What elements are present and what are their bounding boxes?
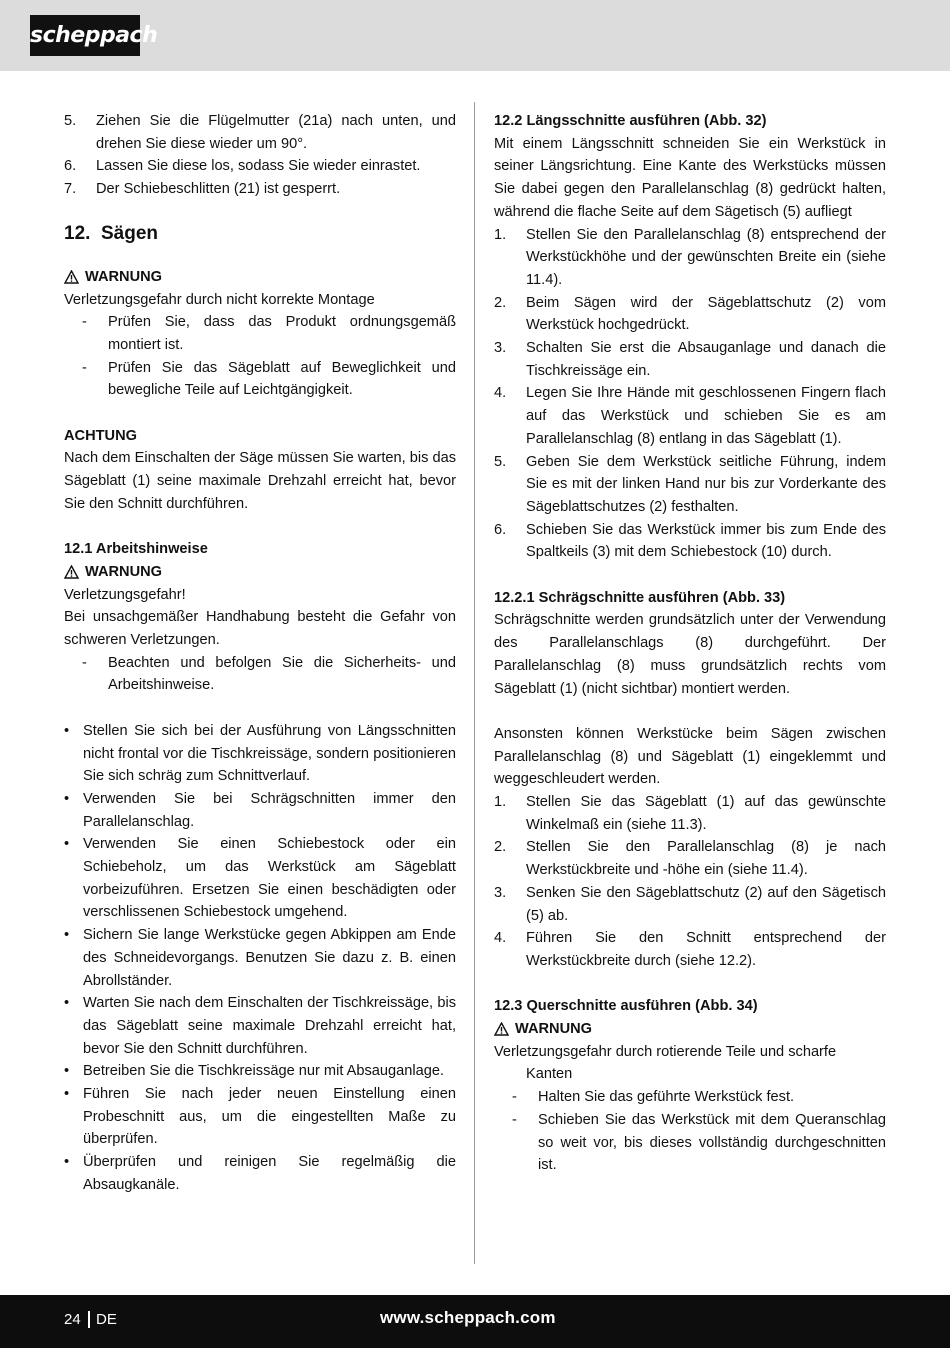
steps-top <box>64 110 456 201</box>
list-item: • Überprüfen und reinigen Sie regelmäßig die Absaugkanäle. <box>64 1154 456 1193</box>
list-item: 7. Der Schiebeschlitten (21) ist gesperrt. <box>64 181 341 198</box>
warning-heading: WARNUNG <box>64 266 456 289</box>
warning-text: Verletzungsgefahr durch rotierende Teile und scharfe <box>494 1043 837 1060</box>
list-item: 4. Führen Sie den Schnitt entsprechend der Werkstückbreite durch (siehe 12.2). <box>494 930 886 969</box>
brand-logo: scheppach <box>30 15 140 56</box>
header-bar <box>0 0 950 71</box>
list-item: 3. Senken Sie den Sägeblattschutz (2) auf den Sägetisch (5) ab. <box>494 884 886 924</box>
warning-heading: WARNUNG <box>494 1018 886 1041</box>
subsection-title: 12.3 Querschnitte ausführen (Abb. 34) <box>494 998 758 1015</box>
section-title: 12. Sägen <box>64 222 158 244</box>
steps-list <box>494 791 886 973</box>
subsection-title: 12.2 Längsschnitte ausführen (Abb. 32) <box>494 113 767 129</box>
list-item: 1. Stellen Sie das Sägeblatt (1) auf das gewünschte Winkelmaß ein (siehe 11.3). <box>494 794 886 833</box>
achtung-text: Nach dem Einschalten der Säge müssen Sie warten, bis das Sägeblatt (1) seine maximale Drehzahl erreicht hat, bevor Sie den Schnitt durchführen. <box>64 450 456 512</box>
page-number: 24 <box>64 1311 81 1328</box>
list-item: • Verwenden Sie einen Schiebestock oder ein Schiebeholz, um das Werkstück am Sägeblatt vorbeizuführen. Ersetzen Sie einen beschädigten oder verschlissenen Schiebestock umgehend. <box>64 836 456 921</box>
warning-text: Verletzungsgefahr durch nicht korrekte Montage <box>64 291 375 308</box>
warning-triangle-icon <box>494 1022 509 1036</box>
list-item: • Führen Sie nach jeder neuen Einstellung einen Probeschnitt aus, um die eingestellten Maße zu überprüfen. <box>64 1086 456 1148</box>
list-item: - Prüfen Sie das Sägeblatt auf Beweglichkeit und bewegliche Teile auf Leichtgängigkeit. <box>82 359 456 399</box>
list-item: - Prüfen Sie, dass das Produkt ordnungsgemäß montiert ist. <box>82 314 456 353</box>
warning-triangle-icon <box>64 565 79 579</box>
footer-separator <box>88 1311 90 1328</box>
list-item: 6. Lassen Sie diese los, sodass Sie wieder einrastet. <box>64 158 421 175</box>
footer-bar <box>0 1295 950 1348</box>
paragraph: Mit einem Längsschnitt schneiden Sie ein Werkstück in seiner Längsrichtung. Eine Kante des Werkstücks müssen Sie dabei gegen den Parallelanschlag (8) gedrückt halten, während die flache Seite auf dem Sägetisch (5) aufliegt <box>494 135 886 220</box>
list-item: 2. Stellen Sie den Parallelanschlag (8) je nach Werkstückbreite und -höhe ein (siehe 11.4). <box>494 839 886 879</box>
left-column <box>64 110 456 1197</box>
steps-list <box>494 224 886 565</box>
list-item: 1. Stellen Sie den Parallelanschlag (8) entsprechend der Werkstückhöhe und der gewünschten Breite ein (siehe 11.4). <box>494 226 886 288</box>
paragraph: Schrägschnitte werden grundsätzlich unter der Verwendung des Parallelanschlags (8) durchgeführt. Der Parallelanschlag (8) muss grundsätzlich rechts vom Sägeblatt (1) (nicht sichtbar) montiert werden. <box>494 612 886 697</box>
website-link[interactable]: www.scheppach.com <box>380 1308 556 1327</box>
list-item: - Halten Sie das geführte Werkstück fest. <box>512 1089 795 1106</box>
paragraph: Ansonsten können Werkstücke beim Sägen zwischen Parallelanschlag (8) und Sägeblatt (1) eingeklemmt und weggeschleudert werden. <box>494 725 886 788</box>
list-item: • Verwenden Sie bei Schrägschnitten immer den Parallelanschlag. <box>64 790 456 830</box>
achtung-heading: ACHTUNG <box>64 427 137 444</box>
warning-triangle-icon <box>64 270 79 284</box>
language-code: DE <box>96 1311 117 1328</box>
list-item: • Betreiben Sie die Tischkreissäge nur mit Absauganlage. <box>64 1063 445 1080</box>
list-item: 4. Legen Sie Ihre Hände mit geschlossenen Fingern flach auf das Werkstück und schieben Sie es am Parallelanschlag (8) entlang in das Sägeblatt (1). <box>494 385 886 447</box>
list-item: • Warten Sie nach dem Einschalten der Tischkreissäge, bis das Sägeblatt seine maximale Drehzahl erreicht hat, bevor Sie den Schnitt durchführen. <box>64 995 456 1057</box>
warning-heading: WARNUNG <box>64 561 456 584</box>
bullet-list <box>64 720 456 1197</box>
list-item: 3. Schalten Sie erst die Absauganlage und danach die Tischkreissäge ein. <box>494 340 886 379</box>
list-item: - Schieben Sie das Werkstück mit dem Queranschlag so weit vor, bis dieses vollständig durchgeschnitten ist. <box>512 1111 886 1174</box>
list-item: 2. Beim Sägen wird der Sägeblattschutz (2) vom Werkstück hochgedrückt. <box>494 294 886 334</box>
list-item: • Sichern Sie lange Werkstücke gegen Abkippen am Ende des Schneidevorgangs. Benutzen Sie dazu z. B. einen Abrollständer. <box>64 927 456 989</box>
subsection-title: 12.2.1 Schrägschnitte ausführen (Abb. 33) <box>494 589 786 606</box>
column-divider <box>474 102 475 1264</box>
warning-text: Kanten <box>526 1066 573 1083</box>
warning-text: Verletzungsgefahr! <box>64 586 186 603</box>
list-item: 5. Geben Sie dem Werkstück seitliche Führung, indem Sie es mit der linken Hand nur bis zur Vorderkante des Sägeblattschutzes (2) festhalten. <box>494 453 886 515</box>
right-column <box>494 110 886 1177</box>
list-item: • Stellen Sie sich bei der Ausführung von Längsschnitten nicht frontal vor die Tischkreissäge, sondern positionieren Sie sich schräg zum Schnittverlauf. <box>64 722 456 785</box>
list-item: - Beachten und befolgen Sie die Sicherheits- und Arbeitshinweise. <box>82 654 456 694</box>
list-item: 6. Schieben Sie das Werkstück immer bis zum Ende des Spaltkeils (3) mit dem Schiebestock (10) durch. <box>494 521 886 561</box>
warning-text: Bei unsachgemäßer Handhabung besteht die Gefahr von schweren Verletzungen. <box>64 609 456 649</box>
subsection-title: 12.1 Arbeitshinweise <box>64 541 208 558</box>
list-item: 5. Ziehen Sie die Flügelmutter (21a) nach unten, und drehen Sie diese wieder um 90°. <box>64 113 456 152</box>
